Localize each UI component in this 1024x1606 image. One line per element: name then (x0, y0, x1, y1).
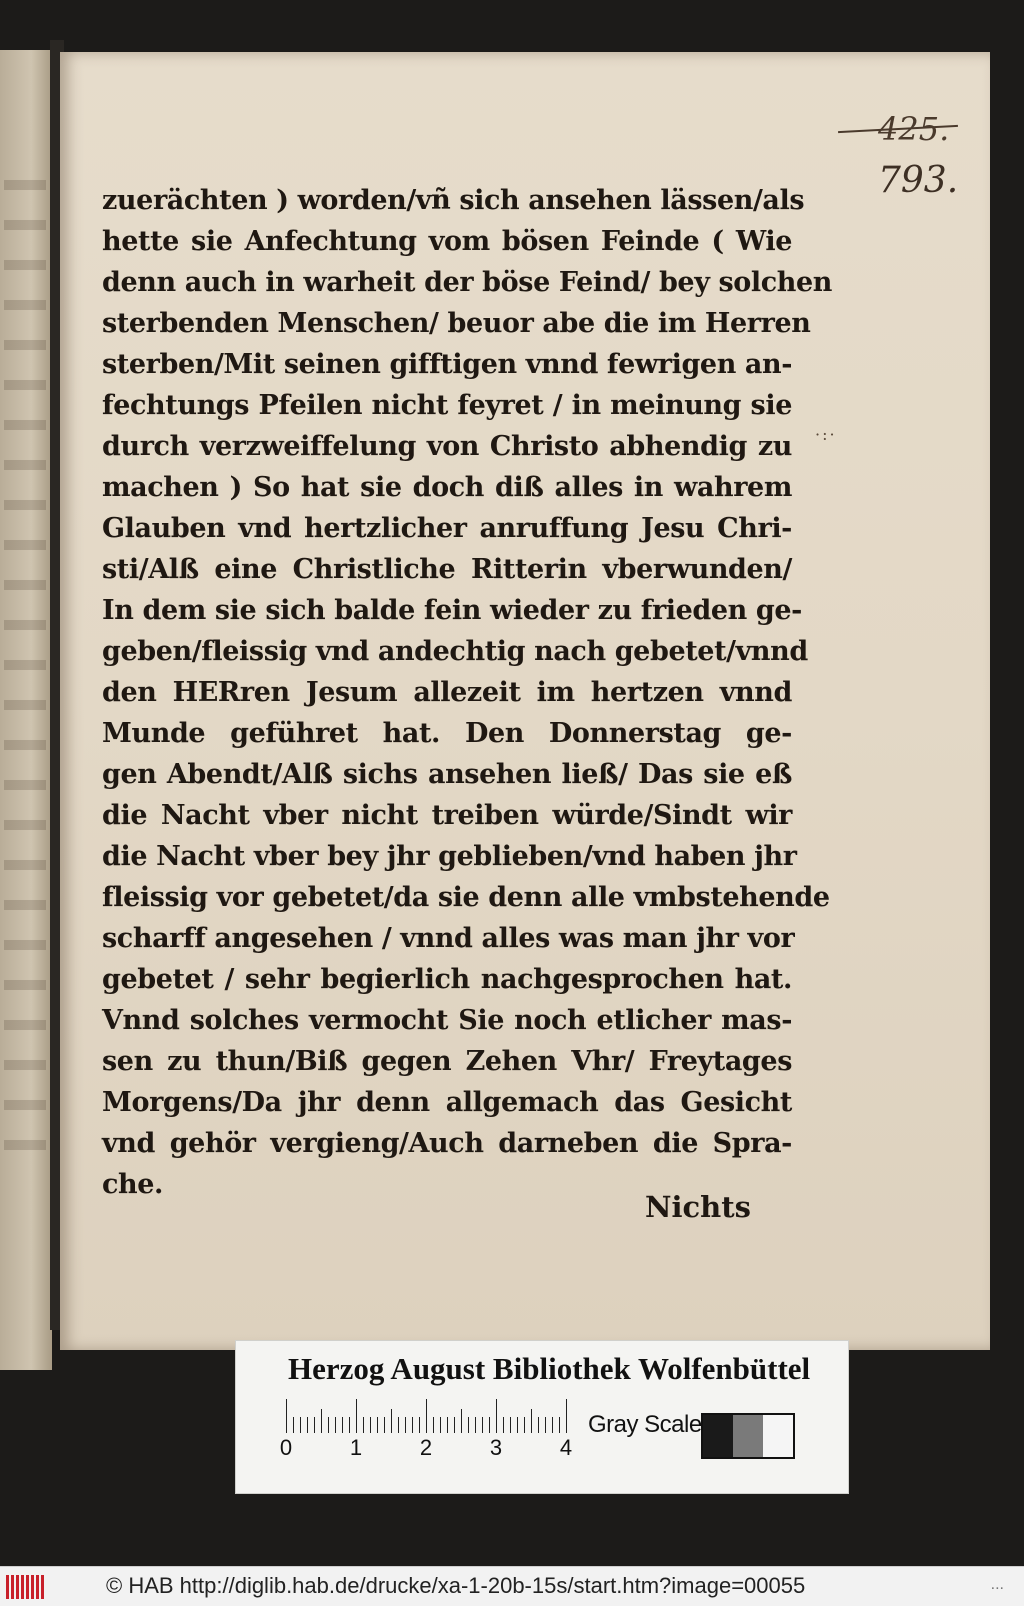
color-chart (235, 1340, 849, 1494)
ruler-tick (363, 1417, 364, 1433)
text-line: fechtungs Pfeilen nicht feyret / in meinung sie (102, 390, 792, 421)
text-line: sen zu thun/Biß gegen Zehen Vhr/ Freytages (102, 1046, 792, 1077)
text-line: machen ) So hat sie doch diß alles in wahrem (102, 472, 792, 503)
text-line: sterben/Mit seinen gifftigen vnnd fewrigen an- (102, 349, 793, 380)
ruler-tick (293, 1417, 294, 1433)
ruler-number: 3 (489, 1435, 503, 1460)
ruler-tick (300, 1417, 301, 1433)
ruler-tick (328, 1417, 329, 1433)
ruler-tick (370, 1417, 371, 1433)
ruler-tick (307, 1417, 308, 1433)
ruler-tick (349, 1417, 350, 1433)
ruler-tick (545, 1417, 546, 1433)
text-line: gebetet / sehr begierlich nachgesprochen hat. (102, 964, 792, 995)
ruler-tick (482, 1417, 483, 1433)
text-line: fleissig vor gebetet/da sie denn alle vmbstehende (102, 882, 830, 913)
text-line: Morgens/Da jhr denn allgemach das Gesicht (102, 1087, 792, 1118)
text-line: sterbenden Menschen/ beuor abe die im Herren (102, 308, 811, 339)
hab-logo-icon (6, 1575, 46, 1599)
text-line: che. (102, 1169, 164, 1200)
text-line: geben/fleissig vnd andechtig nach gebetet/vnnd (102, 636, 808, 667)
gray-swatch (763, 1415, 793, 1457)
gray-swatch (703, 1415, 733, 1457)
ruler-tick (419, 1417, 420, 1433)
ruler-tick (398, 1417, 399, 1433)
ruler-tick (314, 1417, 315, 1433)
text-line: die Nacht vber nicht treiben würde/Sindt wir (102, 800, 792, 831)
text-line: zuerächten ) worden/vñ sich ansehen lässen/als (102, 185, 805, 216)
ruler-tick (384, 1417, 385, 1433)
ruler-tick (321, 1409, 322, 1433)
ruler-tick (433, 1417, 434, 1433)
margin-marks: ·:· (815, 425, 837, 444)
previous-page-text-shadow (4, 180, 46, 1180)
ruler-number: 0 (279, 1435, 293, 1460)
text-line: gen Abendt/Alß sichs ansehen ließ/ Das sie eß (102, 759, 792, 790)
text-line: vnd gehör vergieng/Auch darneben die Spra- (102, 1128, 792, 1159)
footer-url[interactable]: © HAB http://diglib.hab.de/drucke/xa-1-20b-15s/start.htm?image=00055 (106, 1573, 806, 1598)
text-line: den HERren Jesum allezeit im hertzen vnnd (102, 677, 792, 708)
ruler-tick (454, 1417, 455, 1433)
ruler-tick (335, 1417, 336, 1433)
ruler-tick (475, 1417, 476, 1433)
folio-struck-number: 425. (878, 110, 950, 148)
text-line: hette sie Anfechtung vom bösen Feinde ( Wie (102, 226, 792, 257)
ruler-tick (391, 1409, 392, 1433)
ruler-tick (286, 1399, 287, 1433)
ruler-tick (510, 1417, 511, 1433)
ruler-number: 2 (419, 1435, 433, 1460)
text-line: durch verzweiffelung von Christo abhendig zu (102, 431, 792, 462)
text-line: denn auch in warheit der böse Feind/ bey solchen (102, 267, 833, 298)
ruler-number: 4 (559, 1435, 573, 1460)
text-line: In dem sie sich balde fein wieder zu frieden ge- (102, 595, 802, 626)
catchword: Nichts (645, 1190, 751, 1224)
text-line: sti/Alß eine Christliche Ritterin vberwunden/ (102, 554, 792, 585)
viewer-footer (0, 1566, 1024, 1606)
text-line: Vnnd solches vermocht Sie noch etlicher mas- (102, 1005, 792, 1036)
ruler-number: 1 (349, 1435, 363, 1460)
gray-scale-label: Gray Scale (588, 1411, 702, 1438)
ruler-tick (559, 1417, 560, 1433)
text-line: Glauben vnd hertzlicher anruffung Jesu Chri- (102, 513, 792, 544)
ruler-tick (412, 1417, 413, 1433)
gray-swatch (733, 1415, 763, 1457)
ruler-tick (461, 1409, 462, 1433)
ruler-tick (440, 1417, 441, 1433)
fraktur-text-block (102, 180, 833, 1205)
folio-number: 793. (878, 160, 959, 201)
scale-ruler (279, 1401, 576, 1461)
text-line: scharff angesehen / vnnd alles was man jhr vor (102, 923, 795, 954)
ruler-tick (538, 1417, 539, 1433)
previous-page-edge (0, 50, 52, 1370)
ruler-tick (426, 1399, 427, 1433)
ruler-tick (489, 1417, 490, 1433)
library-name: Herzog August Bibliothek Wolfenbüttel (288, 1351, 811, 1386)
ruler-tick (447, 1417, 448, 1433)
ruler-tick (342, 1417, 343, 1433)
ruler-tick (503, 1417, 504, 1433)
gray-scale-swatches (701, 1413, 795, 1459)
text-line: Munde geführet hat. Den Donnerstag ge- (102, 718, 792, 749)
ruler-tick (566, 1399, 567, 1433)
folio-annotation (838, 100, 978, 220)
more-icon[interactable]: ... (990, 1576, 1004, 1593)
ruler-tick (405, 1417, 406, 1433)
ruler-tick (356, 1399, 357, 1433)
ruler-tick (524, 1417, 525, 1433)
ruler-tick (468, 1417, 469, 1433)
ruler-tick (552, 1417, 553, 1433)
ruler-tick (377, 1417, 378, 1433)
ruler-tick (517, 1417, 518, 1433)
text-line: die Nacht vber bey jhr geblieben/vnd haben jhr (102, 841, 797, 872)
ruler-tick (531, 1409, 532, 1433)
ruler-tick (496, 1399, 497, 1433)
